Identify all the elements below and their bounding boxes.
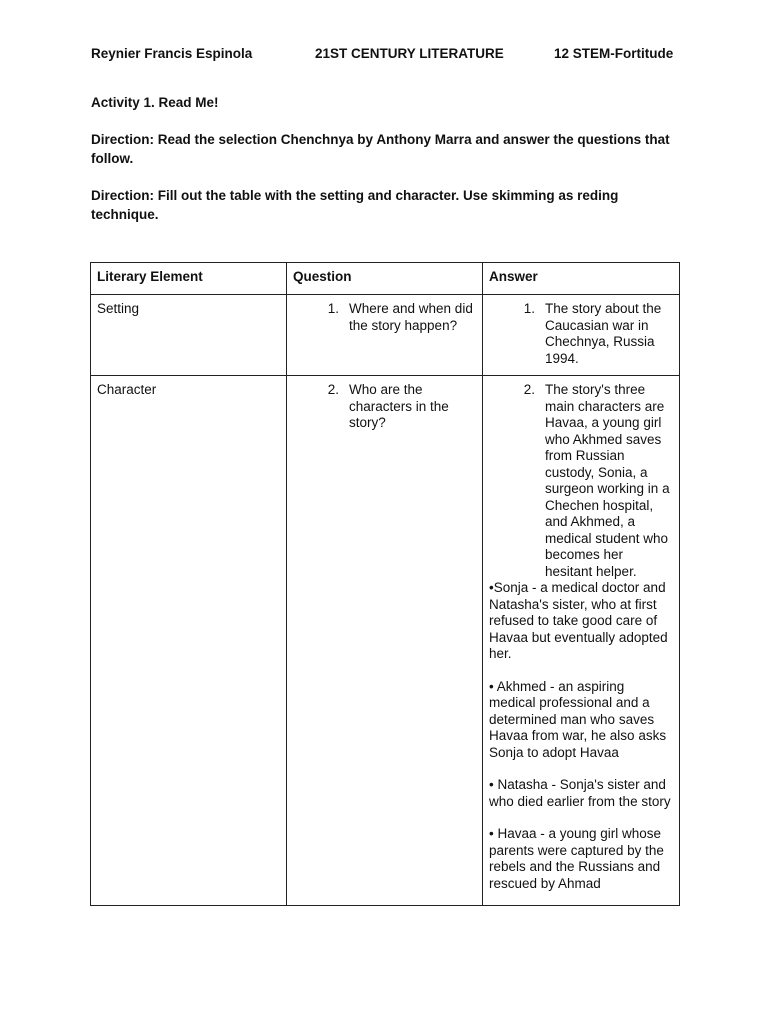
direction-fill: Direction: Fill out the table with the setting and character. Use skimming as reding technique. <box>91 188 619 222</box>
table-header-row <box>91 263 680 295</box>
element-cell-setting: Setting <box>91 295 287 376</box>
answer-number: 1 . <box>489 301 537 367</box>
question-cell-character <box>287 376 483 906</box>
character-note-sonja: •Sonja - a medical doctor and Natasha's sister, who at first refused to take good care of Havaa but eventually adopted her. <box>489 580 668 661</box>
question-cell-setting <box>287 295 483 376</box>
numbered-answer <box>489 382 673 580</box>
table-row-character <box>91 376 680 906</box>
character-note-havaa: • Havaa - a young girl whose parents were captured by the rebels and the Russians and rescued by Ahmad <box>489 826 664 891</box>
column-header-literary-element: Literary Element <box>91 263 287 295</box>
direction-read: Direction: Read the selection Chenchnya by Anthony Marra and answer the questions that follow. <box>91 132 670 166</box>
answer-cell-setting <box>483 295 680 376</box>
literary-element-table <box>90 262 680 906</box>
answer-text: The story about the Caucasian war in Chechnya, Russia 1994. <box>545 301 662 366</box>
numbered-answer <box>489 301 673 367</box>
element-cell-character: Character <box>91 376 287 906</box>
answer-cell-character <box>483 376 680 906</box>
column-header-question: Question <box>287 263 483 295</box>
column-header-answer: Answer <box>483 263 680 295</box>
numbered-question <box>293 382 476 432</box>
question-number: 1 . <box>293 301 341 334</box>
character-note-natasha: • Natasha - Sonja's sister and who died earlier from the story <box>489 777 671 809</box>
answer-number: 2 . <box>489 382 537 580</box>
answer-text: The story's three main characters are Havaa, a young girl who Akhmed saves from Russian custody, Sonia, a surgeon working in a Chechen hospital, and Akhmed, a medical student who becomes her hesitant helper. <box>545 382 670 579</box>
section-name: 12 STEM-Fortitude <box>554 46 674 61</box>
subject-title: 21ST CENTURY LITERATURE <box>315 46 504 61</box>
question-text: Who are the characters in the story? <box>349 382 449 430</box>
student-name: Reynier Francis Espinola <box>91 46 253 61</box>
question-number: 2 . <box>293 382 341 432</box>
numbered-question <box>293 301 476 334</box>
character-note-akhmed: • Akhmed - an aspiring medical professional and a determined man who saves Havaa from war, he also asks Sonja to adopt Havaa <box>489 678 667 760</box>
activity-title: Activity 1. Read Me! <box>91 95 219 110</box>
question-text: Where and when did the story happen? <box>349 301 473 333</box>
table-row-setting <box>91 295 680 376</box>
